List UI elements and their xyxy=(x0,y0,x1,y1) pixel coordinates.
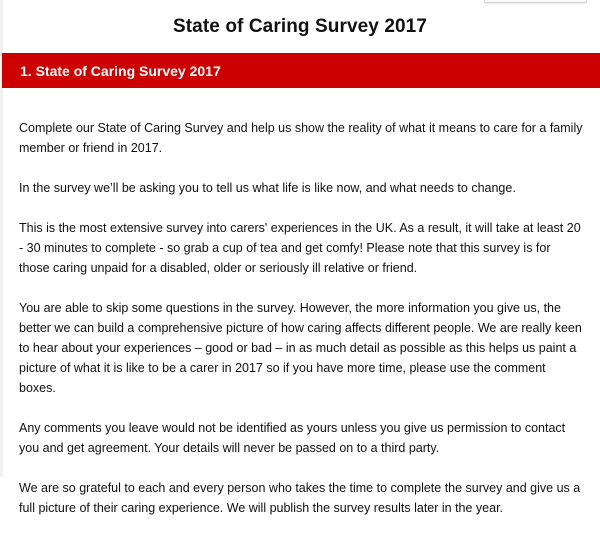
intro-paragraph-4: You are able to skip some questions in the survey. However, the more information you give us, the better we can build a comprehensive picture of how caring affects different people. We are really keen to hear about your experiences – good or bad – in as much detail as possible as this helps us paint a picture of what it is like to be a carer in 2017 so if you have more time, please use the comment boxes. xyxy=(19,301,582,395)
intro-paragraph-5: Any comments you leave would not be identified as yours unless you give us permission to contact you and get agreement. Your details will never be passed on to a third party. xyxy=(19,421,566,455)
top-toolbar-button-partial[interactable] xyxy=(484,0,587,3)
intro-paragraph-1: Complete our State of Caring Survey and help us show the reality of what it means to care for a family member or friend in 2017. xyxy=(19,121,583,155)
survey-title: State of Caring Survey 2017 xyxy=(172,16,428,37)
page-header-bar xyxy=(2,53,600,88)
intro-paragraph-3: This is the most extensive survey into carers' experiences in the UK. As a result, it will take at least 20 - 30 minutes to complete - so grab a cup of tea and get comfy! Please note that this survey is for those caring unpaid for a disabled, older or seriously ill relative or friend. xyxy=(19,221,581,275)
intro-paragraph-2: In the survey we’ll be asking you to tell us what life is like now, and what needs to change. xyxy=(19,181,516,195)
survey-intro-content xyxy=(19,118,584,538)
intro-paragraph-6: We are so grateful to each and every person who takes the time to complete the survey and give us a full picture of their caring experience. We will publish the survey results later in the year. xyxy=(19,481,581,515)
page-header-title: 1. State of Caring Survey 2017 xyxy=(20,62,221,79)
